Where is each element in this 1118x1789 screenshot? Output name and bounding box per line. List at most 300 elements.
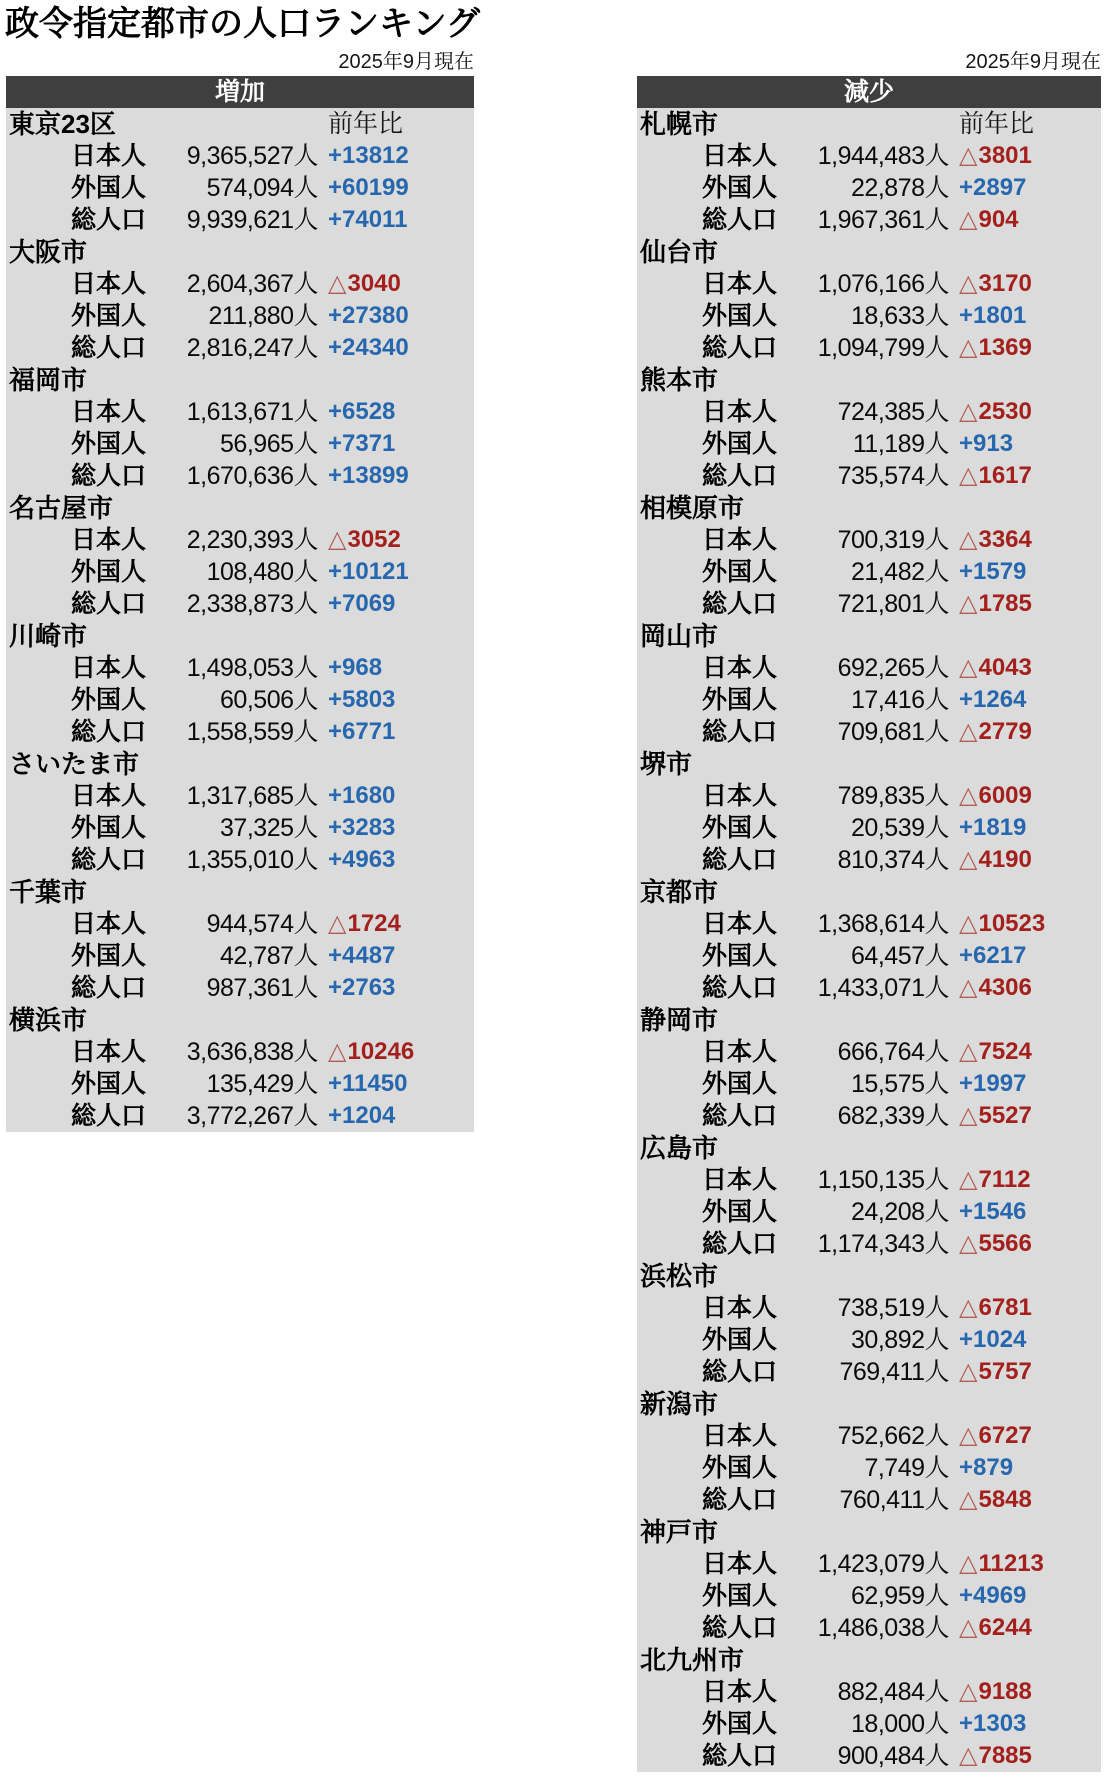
- panel-decrease-rows: [637, 108, 1101, 1772]
- data-row: [637, 1068, 1101, 1100]
- city-name: 福岡市: [9, 365, 88, 395]
- category-label: 総人口: [70, 334, 146, 362]
- data-row: [6, 524, 474, 556]
- yoy-number: 3040: [347, 270, 401, 297]
- yoy-value: +2897: [959, 174, 1027, 201]
- category-label: 日本人: [70, 1038, 146, 1066]
- yoy-value: [959, 1292, 1101, 1324]
- yoy-value: +27380: [328, 302, 409, 329]
- population-value: 64,457人: [851, 942, 949, 970]
- yoy-value: +24340: [328, 334, 409, 361]
- category-label: 総人口: [70, 718, 146, 746]
- yoy-number: 5566: [978, 1230, 1032, 1257]
- category-label: 日本人: [701, 270, 777, 298]
- category-label: 日本人: [701, 1038, 777, 1066]
- panel-decrease-header: 減少: [637, 76, 1101, 108]
- population-value: 211,880人: [208, 302, 318, 330]
- population-value: 700,319人: [837, 526, 949, 554]
- population-value: 135,429人: [206, 1070, 318, 1098]
- decrease-triangle-icon: △: [959, 1486, 978, 1513]
- yoy-number: 2779: [978, 718, 1032, 745]
- data-row: [637, 780, 1101, 812]
- data-row: [637, 684, 1101, 716]
- data-row: [637, 460, 1101, 492]
- category-label: 外国人: [701, 1326, 777, 1354]
- data-row: [6, 684, 474, 716]
- decrease-triangle-icon: △: [959, 718, 978, 745]
- population-value: 3,772,267人: [186, 1102, 318, 1130]
- city-row: [637, 1644, 1101, 1676]
- data-row: [637, 1612, 1101, 1644]
- yoy-number: 10523: [978, 910, 1046, 937]
- population-value: 692,265人: [837, 654, 949, 682]
- population-value: 724,385人: [837, 398, 949, 426]
- population-value: 2,338,873人: [186, 590, 318, 618]
- data-row: [6, 204, 474, 236]
- category-label: 総人口: [701, 846, 777, 874]
- population-value: 21,482人: [851, 558, 949, 586]
- category-label: 総人口: [701, 718, 777, 746]
- category-label: 外国人: [701, 302, 777, 330]
- decrease-triangle-icon: △: [959, 1550, 978, 1577]
- yoy-number: 5757: [978, 1358, 1032, 1385]
- category-label: 総人口: [70, 974, 146, 1002]
- yoy-value: +1801: [959, 302, 1027, 329]
- decrease-triangle-icon: △: [959, 206, 978, 233]
- data-row: [637, 268, 1101, 300]
- category-label: 外国人: [70, 302, 146, 330]
- data-row: [6, 396, 474, 428]
- decrease-triangle-icon: △: [959, 846, 978, 873]
- city-row: [637, 1516, 1101, 1548]
- data-row: [637, 1036, 1101, 1068]
- population-value: 1,423,079人: [817, 1550, 949, 1578]
- data-row: [637, 1324, 1101, 1356]
- data-row: [637, 172, 1101, 204]
- category-label: 外国人: [701, 1198, 777, 1226]
- category-label: 総人口: [701, 206, 777, 234]
- population-value: 22,878人: [851, 174, 949, 202]
- yoy-number: 3052: [347, 526, 401, 553]
- population-value: 1,944,483人: [817, 142, 949, 170]
- population-value: 2,604,367人: [186, 270, 318, 298]
- category-label: 外国人: [701, 430, 777, 458]
- data-row: [637, 556, 1101, 588]
- yoy-number: 1724: [347, 910, 401, 937]
- decrease-triangle-icon: △: [959, 462, 978, 489]
- data-row: [6, 940, 474, 972]
- data-row: [637, 1420, 1101, 1452]
- category-label: 外国人: [701, 1070, 777, 1098]
- decrease-triangle-icon: △: [959, 654, 978, 681]
- category-label: 外国人: [70, 174, 146, 202]
- decrease-triangle-icon: △: [959, 974, 978, 1001]
- data-row: [637, 428, 1101, 460]
- yoy-header-label: [328, 876, 474, 908]
- category-label: 外国人: [70, 814, 146, 842]
- population-value: 108,480人: [206, 558, 318, 586]
- category-label: 総人口: [701, 1102, 777, 1130]
- as-of-date-right: 2025年9月現在: [965, 51, 1101, 73]
- yoy-value: [959, 1036, 1101, 1068]
- yoy-value: +74011: [328, 206, 408, 233]
- population-value: 682,339人: [837, 1102, 949, 1130]
- population-value: 1,094,799人: [817, 334, 949, 362]
- city-row: [637, 1388, 1101, 1420]
- population-value: 17,416人: [851, 686, 949, 714]
- category-label: 日本人: [701, 398, 777, 426]
- yoy-value: +1680: [328, 782, 396, 809]
- category-label: 総人口: [701, 334, 777, 362]
- yoy-value: +1546: [959, 1198, 1027, 1225]
- yoy-header-label: [959, 1644, 1101, 1676]
- yoy-value: +6217: [959, 942, 1027, 969]
- panel-decrease: [637, 76, 1101, 1772]
- city-name: 大阪市: [9, 237, 88, 267]
- population-value: 1,150,135人: [817, 1166, 949, 1194]
- category-label: 総人口: [701, 1614, 777, 1642]
- city-name: 北九州市: [640, 1645, 745, 1675]
- city-name: 東京23区: [9, 109, 116, 139]
- data-row: [637, 396, 1101, 428]
- city-name: 千葉市: [9, 877, 88, 907]
- data-row: [637, 1164, 1101, 1196]
- data-row: [637, 1228, 1101, 1260]
- population-value: 738,519人: [837, 1294, 949, 1322]
- yoy-value: +913: [959, 430, 1014, 457]
- yoy-number: 6244: [978, 1614, 1032, 1641]
- data-row: [637, 1580, 1101, 1612]
- category-label: 外国人: [701, 1710, 777, 1738]
- category-label: 日本人: [70, 910, 146, 938]
- yoy-number: 5527: [978, 1102, 1032, 1129]
- population-value: 11,189人: [852, 430, 949, 458]
- category-label: 日本人: [70, 782, 146, 810]
- decrease-triangle-icon: △: [959, 1038, 978, 1065]
- population-value: 735,574人: [837, 462, 949, 490]
- city-row: [637, 1260, 1101, 1292]
- yoy-value: +1204: [328, 1102, 396, 1129]
- city-row: [6, 1004, 474, 1036]
- category-label: 総人口: [701, 1742, 777, 1770]
- data-row: [637, 1676, 1101, 1708]
- data-row: [6, 428, 474, 460]
- decrease-triangle-icon: △: [959, 1678, 978, 1705]
- category-label: 日本人: [701, 910, 777, 938]
- category-label: 総人口: [701, 1358, 777, 1386]
- city-name: 浜松市: [640, 1261, 719, 1291]
- category-label: 日本人: [701, 1422, 777, 1450]
- yoy-number: 6009: [978, 782, 1032, 809]
- yoy-value: [959, 204, 1101, 236]
- data-row: [637, 1740, 1101, 1772]
- decrease-triangle-icon: △: [328, 910, 347, 937]
- page-title: 政令指定都市の人口ランキング: [5, 5, 480, 43]
- category-label: 総人口: [701, 1230, 777, 1258]
- category-label: 日本人: [701, 1166, 777, 1194]
- panel-increase-header: 増加: [6, 76, 474, 108]
- category-label: 日本人: [70, 142, 146, 170]
- yoy-value: [328, 268, 474, 300]
- city-name: さいたま市: [9, 749, 140, 779]
- data-row: [6, 1068, 474, 1100]
- population-value: 900,484人: [837, 1742, 949, 1770]
- category-label: 日本人: [701, 142, 777, 170]
- city-name: 神戸市: [640, 1517, 719, 1547]
- data-row: [6, 172, 474, 204]
- yoy-value: +7371: [328, 430, 396, 457]
- category-label: 外国人: [70, 558, 146, 586]
- data-row: [6, 556, 474, 588]
- data-row: [637, 908, 1101, 940]
- decrease-triangle-icon: △: [959, 1742, 978, 1769]
- yoy-value: +13812: [328, 142, 409, 169]
- population-value: 15,575人: [851, 1070, 949, 1098]
- yoy-value: [328, 524, 474, 556]
- decrease-triangle-icon: △: [959, 910, 978, 937]
- category-label: 外国人: [701, 1582, 777, 1610]
- population-value: 1,670,636人: [186, 462, 318, 490]
- data-row: [6, 332, 474, 364]
- population-value: 30,892人: [851, 1326, 949, 1354]
- category-label: 日本人: [70, 270, 146, 298]
- yoy-value: +2763: [328, 974, 396, 1001]
- population-value: 1,967,361人: [817, 206, 949, 234]
- yoy-value: +6771: [328, 718, 396, 745]
- yoy-value: +6528: [328, 398, 396, 425]
- city-name: 札幌市: [640, 109, 719, 139]
- population-value: 721,801人: [837, 590, 949, 618]
- yoy-header-label: [959, 620, 1101, 652]
- category-label: 外国人: [701, 558, 777, 586]
- data-row: [637, 140, 1101, 172]
- yoy-value: [959, 1548, 1101, 1580]
- population-value: 760,411人: [839, 1486, 949, 1514]
- data-row: [637, 940, 1101, 972]
- yoy-value: [959, 844, 1101, 876]
- yoy-value: [959, 1356, 1101, 1388]
- data-row: [637, 1708, 1101, 1740]
- yoy-value: +1579: [959, 558, 1027, 585]
- population-value: 789,835人: [837, 782, 949, 810]
- data-row: [6, 140, 474, 172]
- yoy-header-label: [959, 1004, 1101, 1036]
- yoy-value: +4963: [328, 846, 396, 873]
- data-row: [6, 908, 474, 940]
- population-value: 944,574人: [206, 910, 318, 938]
- data-row: [637, 1548, 1101, 1580]
- yoy-header-label: [328, 1004, 474, 1036]
- yoy-value: +4969: [959, 1582, 1027, 1609]
- yoy-value: +1024: [959, 1326, 1027, 1353]
- population-value: 1,433,071人: [817, 974, 949, 1002]
- category-label: 総人口: [70, 206, 146, 234]
- data-row: [637, 332, 1101, 364]
- city-name: 京都市: [640, 877, 719, 907]
- decrease-triangle-icon: △: [959, 1358, 978, 1385]
- population-value: 56,965人: [220, 430, 318, 458]
- data-row: [637, 1100, 1101, 1132]
- population-value: 769,411人: [839, 1358, 949, 1386]
- data-row: [6, 972, 474, 1004]
- data-row: [637, 1452, 1101, 1484]
- population-value: 709,681人: [837, 718, 949, 746]
- yoy-number: 1369: [978, 334, 1032, 361]
- city-row: [637, 1132, 1101, 1164]
- decrease-triangle-icon: △: [959, 270, 978, 297]
- yoy-number: 11213: [978, 1550, 1044, 1577]
- yoy-number: 1617: [978, 462, 1032, 489]
- yoy-number: 2530: [978, 398, 1032, 425]
- data-row: [6, 300, 474, 332]
- city-name: 広島市: [640, 1133, 719, 1163]
- city-name: 仙台市: [640, 237, 719, 267]
- yoy-value: +1819: [959, 814, 1027, 841]
- category-label: 総人口: [70, 1102, 146, 1130]
- city-row: [6, 492, 474, 524]
- population-value: 752,662人: [837, 1422, 949, 1450]
- yoy-value: [959, 972, 1101, 1004]
- population-value: 37,325人: [220, 814, 318, 842]
- yoy-value: [328, 1036, 474, 1068]
- data-row: [637, 300, 1101, 332]
- city-name: 相模原市: [640, 493, 745, 523]
- yoy-header-label: [959, 748, 1101, 780]
- category-label: 外国人: [70, 686, 146, 714]
- yoy-value: [959, 140, 1101, 172]
- yoy-header-label: 前年比: [328, 110, 404, 138]
- data-row: [637, 204, 1101, 236]
- category-label: 総人口: [701, 590, 777, 618]
- yoy-header-label: [328, 620, 474, 652]
- decrease-triangle-icon: △: [959, 526, 978, 553]
- yoy-value: [959, 908, 1101, 940]
- category-label: 日本人: [701, 526, 777, 554]
- yoy-value: +60199: [328, 174, 409, 201]
- yoy-value: [959, 588, 1101, 620]
- yoy-number: 3170: [978, 270, 1032, 297]
- category-label: 総人口: [70, 846, 146, 874]
- as-of-date-left: 2025年9月現在: [338, 51, 474, 73]
- population-value: 987,361人: [206, 974, 318, 1002]
- category-label: 日本人: [701, 1294, 777, 1322]
- city-name: 静岡市: [640, 1005, 719, 1035]
- yoy-header-label: [959, 1260, 1101, 1292]
- yoy-number: 1785: [978, 590, 1032, 617]
- city-row: [637, 108, 1101, 140]
- data-row: [637, 1196, 1101, 1228]
- data-row: [6, 844, 474, 876]
- yoy-number: 10246: [347, 1038, 415, 1065]
- yoy-number: 5848: [978, 1486, 1032, 1513]
- population-value: 1,613,671人: [186, 398, 318, 426]
- data-row: [6, 716, 474, 748]
- yoy-value: +7069: [328, 590, 396, 617]
- population-value: 9,365,527人: [186, 142, 318, 170]
- data-row: [6, 780, 474, 812]
- data-row: [637, 844, 1101, 876]
- population-value: 18,633人: [851, 302, 949, 330]
- data-row: [6, 1036, 474, 1068]
- data-row: [637, 588, 1101, 620]
- yoy-number: 9188: [978, 1678, 1032, 1705]
- yoy-value: [959, 780, 1101, 812]
- yoy-number: 3801: [978, 142, 1032, 169]
- data-row: [637, 716, 1101, 748]
- yoy-number: 3364: [978, 526, 1032, 553]
- yoy-number: 4306: [978, 974, 1032, 1001]
- data-row: [637, 972, 1101, 1004]
- category-label: 外国人: [701, 686, 777, 714]
- yoy-header-label: [328, 748, 474, 780]
- yoy-header-label: [959, 364, 1101, 396]
- yoy-value: [959, 1228, 1101, 1260]
- yoy-value: [959, 1420, 1101, 1452]
- population-value: 1,558,559人: [186, 718, 318, 746]
- yoy-number: 7885: [978, 1742, 1032, 1769]
- category-label: 外国人: [701, 814, 777, 842]
- yoy-header-label: [959, 1132, 1101, 1164]
- yoy-value: +1303: [959, 1710, 1027, 1737]
- decrease-triangle-icon: △: [959, 1166, 978, 1193]
- category-label: 外国人: [70, 942, 146, 970]
- yoy-value: [959, 1612, 1101, 1644]
- yoy-header-label: [328, 364, 474, 396]
- decrease-triangle-icon: △: [959, 590, 978, 617]
- population-value: 1,174,343人: [817, 1230, 949, 1258]
- yoy-value: +879: [959, 1454, 1014, 1481]
- data-row: [637, 652, 1101, 684]
- data-row: [6, 652, 474, 684]
- category-label: 総人口: [701, 974, 777, 1002]
- category-label: 日本人: [70, 398, 146, 426]
- data-row: [637, 812, 1101, 844]
- city-row: [6, 748, 474, 780]
- city-name: 川崎市: [9, 621, 88, 651]
- yoy-value: +1264: [959, 686, 1027, 713]
- population-value: 60,506人: [220, 686, 318, 714]
- category-label: 日本人: [701, 1550, 777, 1578]
- decrease-triangle-icon: △: [328, 526, 347, 553]
- city-row: [637, 1004, 1101, 1036]
- city-row: [637, 620, 1101, 652]
- category-label: 外国人: [701, 1454, 777, 1482]
- decrease-triangle-icon: △: [959, 782, 978, 809]
- city-row: [6, 364, 474, 396]
- yoy-value: [959, 460, 1101, 492]
- decrease-triangle-icon: △: [959, 1422, 978, 1449]
- population-value: 2,816,247人: [186, 334, 318, 362]
- city-name: 新潟市: [640, 1389, 719, 1419]
- decrease-triangle-icon: △: [959, 1294, 978, 1321]
- category-label: 日本人: [701, 654, 777, 682]
- yoy-value: [959, 1676, 1101, 1708]
- yoy-value: +11450: [328, 1070, 408, 1097]
- data-row: [6, 268, 474, 300]
- city-row: [637, 492, 1101, 524]
- yoy-value: [328, 908, 474, 940]
- population-value: 20,539人: [851, 814, 949, 842]
- yoy-value: +968: [328, 654, 383, 681]
- city-row: [637, 364, 1101, 396]
- category-label: 総人口: [701, 462, 777, 490]
- yoy-number: 4190: [978, 846, 1032, 873]
- yoy-value: [959, 1164, 1101, 1196]
- city-row: [637, 236, 1101, 268]
- yoy-value: [959, 396, 1101, 428]
- yoy-value: +10121: [328, 558, 409, 585]
- category-label: 総人口: [701, 1486, 777, 1514]
